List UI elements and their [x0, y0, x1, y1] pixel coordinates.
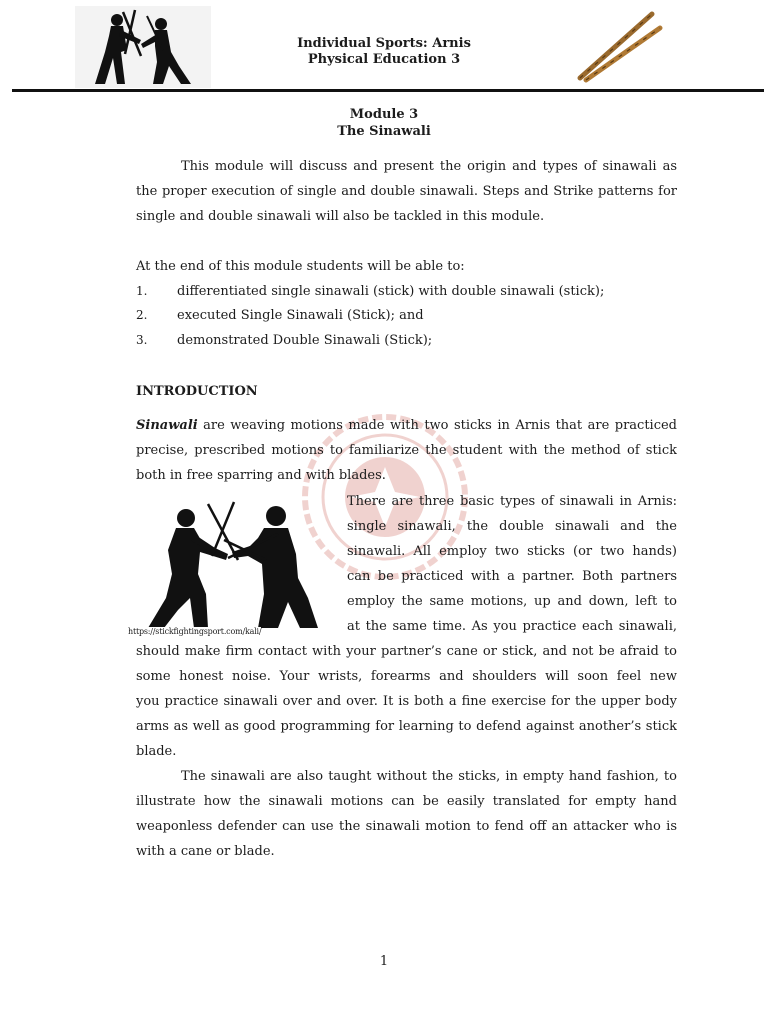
header-title-line2: Physical Education 3 — [307, 52, 461, 67]
header-divider — [12, 89, 764, 92]
header-title-line1: Individual Sports: Arnis — [297, 36, 471, 51]
intro-line: the proper execution of single and double sinawali. Steps and Strike patterns for — [136, 184, 677, 199]
body-line: weaponless defender can use the sinawali motion to fend off an attacker who is — [136, 819, 677, 834]
arnis-sticks-icon — [570, 8, 666, 84]
wrapped-line: at the same time. As you practice each sinawali, — [347, 619, 677, 634]
body-line: with a cane or blade. — [136, 844, 275, 859]
body-line: arms as well as good programming for learning to defend against another’s stick — [136, 719, 677, 734]
objective-text: differentiated single sinawali (stick) with double sinawali (stick); — [177, 284, 605, 299]
intro-line: single and double sinawali will also be tackled in this module. — [136, 209, 545, 224]
body-line: blade. — [136, 744, 177, 759]
introduction-line — [136, 417, 677, 434]
introduction-line-rest: are weaving motions made with two sticks in Arnis that are practiced — [203, 418, 677, 433]
introduction-line: both in free sparring and with blades. — [136, 468, 386, 483]
sinawali-fighters-figure — [128, 498, 338, 638]
arnis-fighters-logo — [75, 6, 211, 88]
intro-line: This module will discuss and present the origin and types of sinawali as — [181, 159, 677, 174]
figure-caption: https://stickfightingsport.com/kali/ — [128, 627, 262, 636]
wrapped-line: sinawali. All employ two sticks (or two hands) — [347, 544, 677, 559]
objective-number: 1. — [136, 284, 148, 298]
body-line: should make firm contact with your partner’s cane or stick, and not be afraid to — [136, 644, 677, 659]
introduction-heading: INTRODUCTION — [136, 384, 258, 399]
page-number: 1 — [379, 954, 389, 969]
page-header — [0, 0, 768, 96]
objective-number: 2. — [136, 308, 148, 322]
sinawali-term: Sinawali — [136, 418, 198, 433]
objective-text: executed Single Sinawali (Stick); and — [177, 308, 424, 323]
body-line: some honest noise. Your wrists, forearms and shoulders will soon feel new — [136, 669, 677, 684]
wrapped-line: single sinawali, the double sinawali and the — [347, 519, 677, 534]
wrapped-line: There are three basic types of sinawali in Arnis: — [347, 494, 677, 509]
module-name: The Sinawali — [337, 124, 431, 139]
body-line: you practice sinawali over and over. It is both a fine exercise for the upper body — [136, 694, 677, 709]
body-line: illustrate how the sinawali motions can be easily translated for empty hand — [136, 794, 677, 809]
wrapped-line: can be practiced with a partner. Both partners — [347, 569, 677, 584]
body-line: The sinawali are also taught without the sticks, in empty hand fashion, to — [181, 769, 677, 784]
module-number: Module 3 — [349, 107, 419, 122]
introduction-line: precise, prescribed motions to familiarize the student with the method of stick — [136, 443, 677, 458]
wrapped-line: employ the same motions, up and down, left to — [347, 594, 677, 609]
objective-text: demonstrated Double Sinawali (Stick); — [177, 333, 433, 348]
objective-number: 3. — [136, 333, 148, 347]
objectives-lead: At the end of this module students will be able to: — [136, 259, 465, 274]
